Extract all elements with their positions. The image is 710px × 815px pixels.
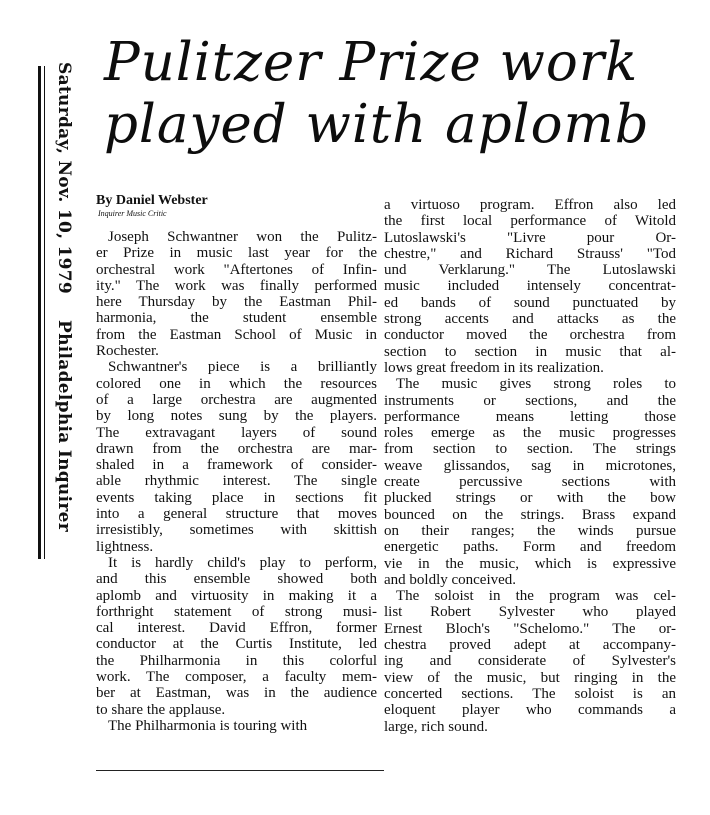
text-line: into a general structure that moves [96, 506, 377, 523]
text-line: concerted sections. The soloist is an [384, 685, 676, 702]
dateline: Saturday, Nov. 10, 1979 [54, 62, 74, 295]
text-line: orchestral work "Aftertones of Infin- [96, 261, 377, 278]
text-line: er Prize in music last year for the [96, 245, 377, 262]
text-line: from section to section. The strings [384, 441, 676, 458]
text-line: chestra proved adept at accompany- [384, 637, 676, 654]
text-line: instruments or sections, and the [384, 392, 676, 409]
text-line: aplomb and virtuosity in making it a [96, 587, 377, 604]
text-line: ity." The work was finally performed [96, 277, 377, 294]
text-line: here Thursday by the Eastman Phil- [96, 294, 377, 311]
text-line: chestre," and Richard Strauss' "Tod [384, 245, 676, 262]
text-line: music included intensely concentrat- [384, 278, 676, 295]
text-line: roles emerge as the music progresses [384, 425, 676, 442]
text-line: Ernest Bloch's "Schelomo." The or- [384, 620, 676, 637]
byline-title: Inquirer Music Critic [98, 209, 167, 218]
text-line: lightness. [96, 538, 154, 555]
text-line: irresistibly, sometimes with skittish [96, 522, 377, 539]
article-column-right [384, 197, 676, 735]
text-line: strong accents and attacks as the [384, 311, 676, 328]
byline-author: By Daniel Webster [96, 193, 208, 208]
text-line: a virtuoso program. Effron also led [384, 197, 676, 213]
text-line: to share the applause. [96, 701, 226, 718]
text-line: lows great freedom in its realization. [384, 359, 604, 376]
column-rule-thick [38, 66, 41, 559]
text-line: the first local performance of Witold [384, 213, 676, 230]
text-line: conductor at the Curtis Institute, led [96, 636, 377, 653]
text-line: section to section in music that al- [384, 343, 676, 360]
text-line: conductor moved the orchestra from [384, 327, 676, 344]
left-column-body [96, 229, 377, 734]
text-line: ing and considerate of Sylvester's [384, 653, 676, 670]
text-line: eloquent player who commands a [384, 702, 676, 719]
text-line: ber at Eastman, was in the audience [96, 685, 377, 702]
text-line: energetic paths. Form and freedom [384, 539, 676, 556]
right-column-body [384, 197, 676, 735]
text-line: and boldly conceived. [384, 571, 517, 588]
publication-name: Philadelphia Inquirer [54, 320, 74, 532]
text-line: and this ensemble showed both [96, 571, 377, 588]
headline [104, 32, 704, 156]
headline-line-2: played with aplomb [104, 94, 650, 155]
text-line: The music gives strong roles to [396, 376, 676, 393]
text-line: Rochester. [96, 343, 159, 360]
text-line: Joseph Schwantner won the Pulitz- [108, 229, 377, 245]
column-rule-thin [44, 66, 45, 559]
text-line: on their ranges; the winds pursue [384, 522, 676, 539]
text-line: by long notes sung by the players. [96, 408, 377, 425]
bottom-rule [96, 770, 384, 771]
text-line: vie in the music, which is expressive [384, 555, 676, 572]
text-line: und Verklarung." The Lutoslawski [384, 262, 676, 279]
text-line: from the Eastman School of Music in [96, 326, 377, 343]
text-line: events taking place in sections fit [96, 489, 377, 506]
text-line: able rhythmic interest. The single [96, 473, 377, 490]
side-dateline [52, 62, 74, 532]
text-line: list Robert Sylvester who played [384, 604, 676, 621]
text-line: It is hardly child's play to perform, [108, 554, 377, 571]
text-line: bounced on the strings. Brass expand [384, 506, 676, 523]
text-line: The soloist in the program was cel- [396, 588, 676, 605]
text-line: colored one in which the resources [96, 375, 377, 392]
text-line: harmonia, the student ensemble [96, 310, 377, 327]
text-line: cal interest. David Effron, former [96, 620, 377, 637]
text-line: Schwantner's piece is a brilliantly [108, 359, 377, 376]
text-line: of a large orchestra are augmented [96, 391, 377, 408]
text-line: view of the music, but ringing in the [384, 669, 676, 686]
article-column-left [96, 193, 377, 734]
text-line: Lutoslawski's "Livre pour Or- [384, 229, 676, 246]
text-line: ed bands of sound punctuated by [384, 294, 676, 311]
text-line: plucked strings or with the bow [384, 490, 676, 507]
text-line: the Philharmonia in this colorful [96, 652, 377, 669]
text-line: The extravagant layers of sound [96, 424, 377, 441]
text-line: work. The composer, a faculty mem- [96, 669, 377, 686]
text-line: weave glissandos, sag in microtones, [384, 457, 676, 474]
text-line: The Philharmonia is touring with [108, 717, 308, 734]
text-line: forthright statement of strong musi- [96, 603, 377, 620]
headline-line-1: Pulitzer Prize work [104, 32, 639, 93]
text-line: large, rich sound. [384, 718, 488, 735]
text-line: performance means letting those [384, 408, 676, 425]
text-line: drawn from the orchestra are mar- [96, 440, 377, 457]
text-line: shaled in a framework of consider- [96, 457, 377, 474]
text-line: create percussive sections with [384, 474, 676, 491]
